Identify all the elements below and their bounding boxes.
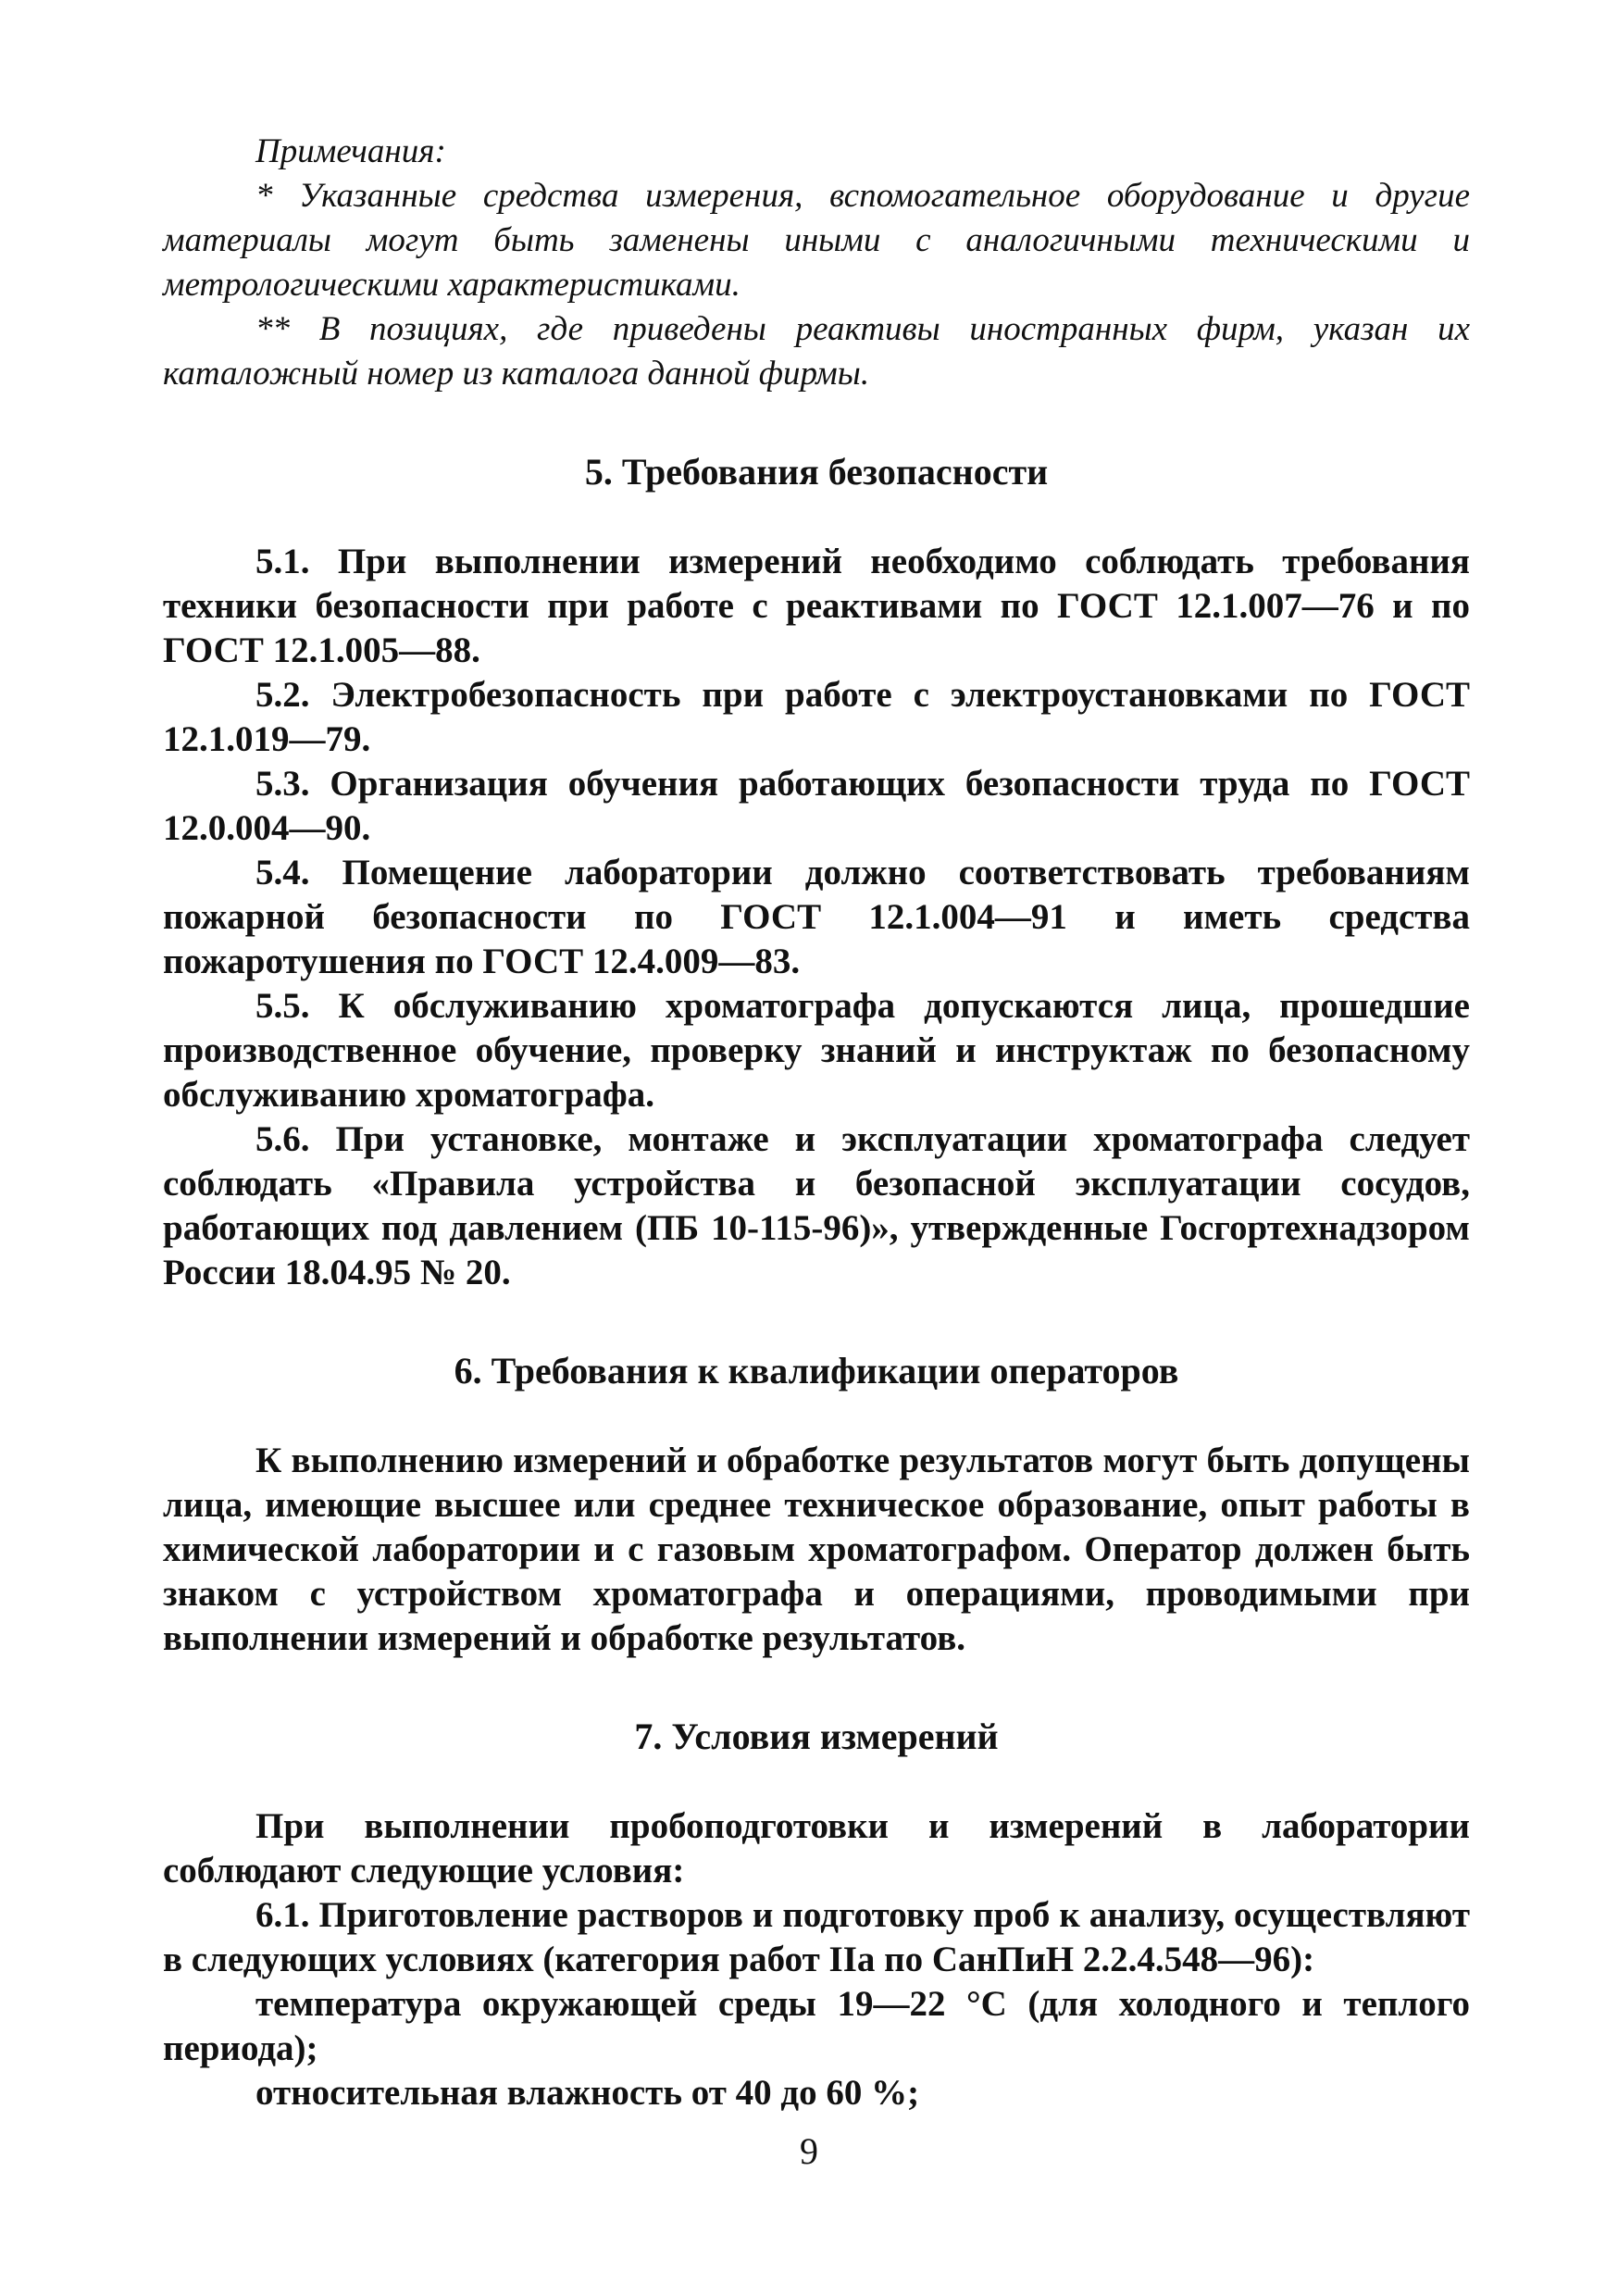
paragraph-6: К выполнению измерений и обработке результатов могут быть допущены лица, имеющие высшее или среднее техническое образование, опыт работы в химической лаборатории и с газовым хроматографом. Оператор должен быть знаком с устройством хроматографа и операциями, проводимыми при выполнении измерений и обработке результатов.	[163, 1441, 1470, 1658]
paragraph-humidity: относительная влажность от 40 до 60 %;	[255, 2073, 920, 2113]
paragraph-5-5: 5.5. К обслуживанию хроматографа допускаются лица, прошедшие производственное обучение, проверку знаний и инструктаж по безопасному обслуживанию хроматографа.	[163, 986, 1470, 1115]
paragraph-5-4: 5.4. Помещение лаборатории должно соответствовать требованиям пожарной безопасности по ГОСТ 12.1.004—91 и иметь средства пожаротушения по ГОСТ 12.4.009—83.	[163, 853, 1470, 981]
paragraph-6-1: 6.1. Приготовление растворов и подготовку проб к анализу, осуществляют в следующих условиях (категория работ IIа по СанПиН 2.2.4.548—96):	[163, 1895, 1470, 1979]
section-7-heading: 7. Условия измерений	[634, 1716, 999, 1757]
section-6-heading: 6. Требования к квалификации операторов	[454, 1350, 1179, 1391]
note-item-2: ** В позициях, где приведены реактивы иностранных фирм, указан их каталожный номер из каталога данной фирмы.	[163, 310, 1470, 393]
paragraph-5-6: 5.6. При установке, монтаже и эксплуатации хроматографа следует соблюдать «Правила устройства и безопасной эксплуатации сосудов, работающих под давлением (ПБ 10-115-96)», утвержденные Госгортехнадзором России 18.04.95 № 20.	[163, 1119, 1470, 1292]
note-item-1: * Указанные средства измерения, вспомогательное оборудование и другие материалы могут быть заменены иными с аналогичными техническими и метрологическими характеристиками.	[163, 177, 1470, 304]
paragraph-5-1: 5.1. При выполнении измерений необходимо соблюдать требования техники безопасности при работе с реактивами по ГОСТ 12.1.007—76 и по ГОСТ 12.1.005—88.	[163, 542, 1470, 670]
page-content	[163, 130, 1470, 2115]
section-5-heading: 5. Требования безопасности	[584, 451, 1049, 493]
notes-title: Примечания:	[255, 132, 446, 170]
paragraph-5-3: 5.3. Организация обучения работающих безопасности труда по ГОСТ 12.0.004—90.	[163, 764, 1470, 848]
page-number: 9	[800, 2130, 818, 2172]
paragraph-7-intro: При выполнении пробоподготовки и измерений в лаборатории соблюдают следующие условия:	[163, 1806, 1470, 1890]
paragraph-temperature: температура окружающей среды 19—22 °С (для холодного и теплого периода);	[163, 1984, 1470, 2068]
paragraph-5-2: 5.2. Электробезопасность при работе с электроустановками по ГОСТ 12.1.019—79.	[163, 675, 1470, 759]
